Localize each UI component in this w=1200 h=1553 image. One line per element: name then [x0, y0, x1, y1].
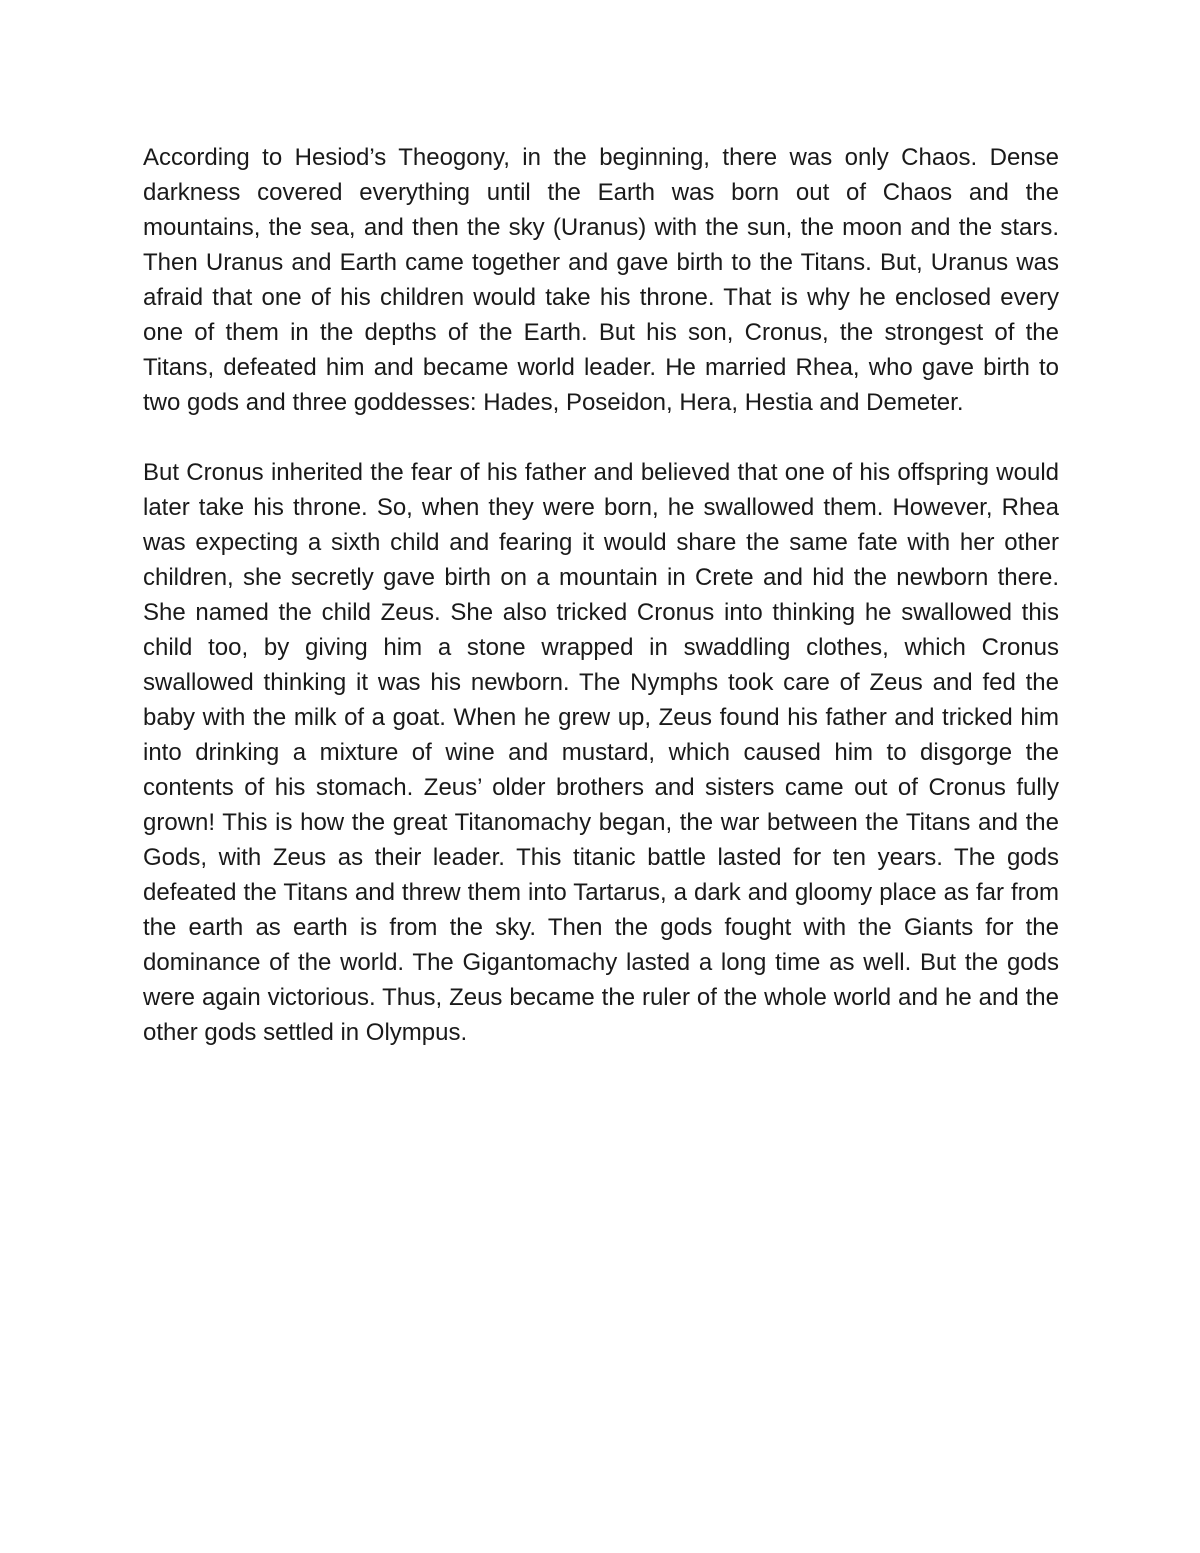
paragraph-2: But Cronus inherited the fear of his father and believed that one of his offspring would later take his throne. So, when they were born, he swallowed them. However, Rhea was expecting a sixth child and fearing it would share the same fate with her other children, she secretly gave birth on a mountain in Crete and hid the newborn there. She named the child Zeus. She also tricked Cronus into thinking he swallowed this child too, by giving him a stone wrapped in swaddling clothes, which Cronus swallowed thinking it was his newborn. The Nymphs took care of Zeus and fed the baby with the milk of a goat. When he grew up, Zeus found his father and tricked him into drinking a mixture of wine and mustard, which caused him to disgorge the contents of his stomach. Zeus’ older brothers and sisters came out of Cronus fully grown! This is how the great Titanomachy began, the war between the Titans and the Gods, with Zeus as their leader. This titanic battle lasted for ten years. The gods defeated the Titans and threw them into Tartarus, a dark and gloomy place as far from the earth as earth is from the sky. Then the gods fought with the Giants for the dominance of the world. The Gigantomachy lasted a long time as well. But the gods were again victorious. Thus, Zeus became the ruler of the whole world and he and the other gods settled in Olympus. — [143, 459, 1059, 1046]
paragraph-1: According to Hesiod’s Theogony, in the beginning, there was only Chaos. Dense darkness covered everything until the Earth was born out of Chaos and the mountains, the sea, and then the sky (Uranus) with the sun, the moon and the stars. Then Uranus and Earth came together and gave birth to the Titans. But, Uranus was afraid that one of his children would take his throne. That is why he enclosed every one of them in the depths of the Earth. But his son, Cronus, the strongest of the Titans, defeated him and became world leader. He married Rhea, who gave birth to two gods and three goddesses: Hades, Poseidon, Hera, Hestia and Demeter. — [143, 144, 1059, 416]
document-body — [143, 140, 1059, 1050]
